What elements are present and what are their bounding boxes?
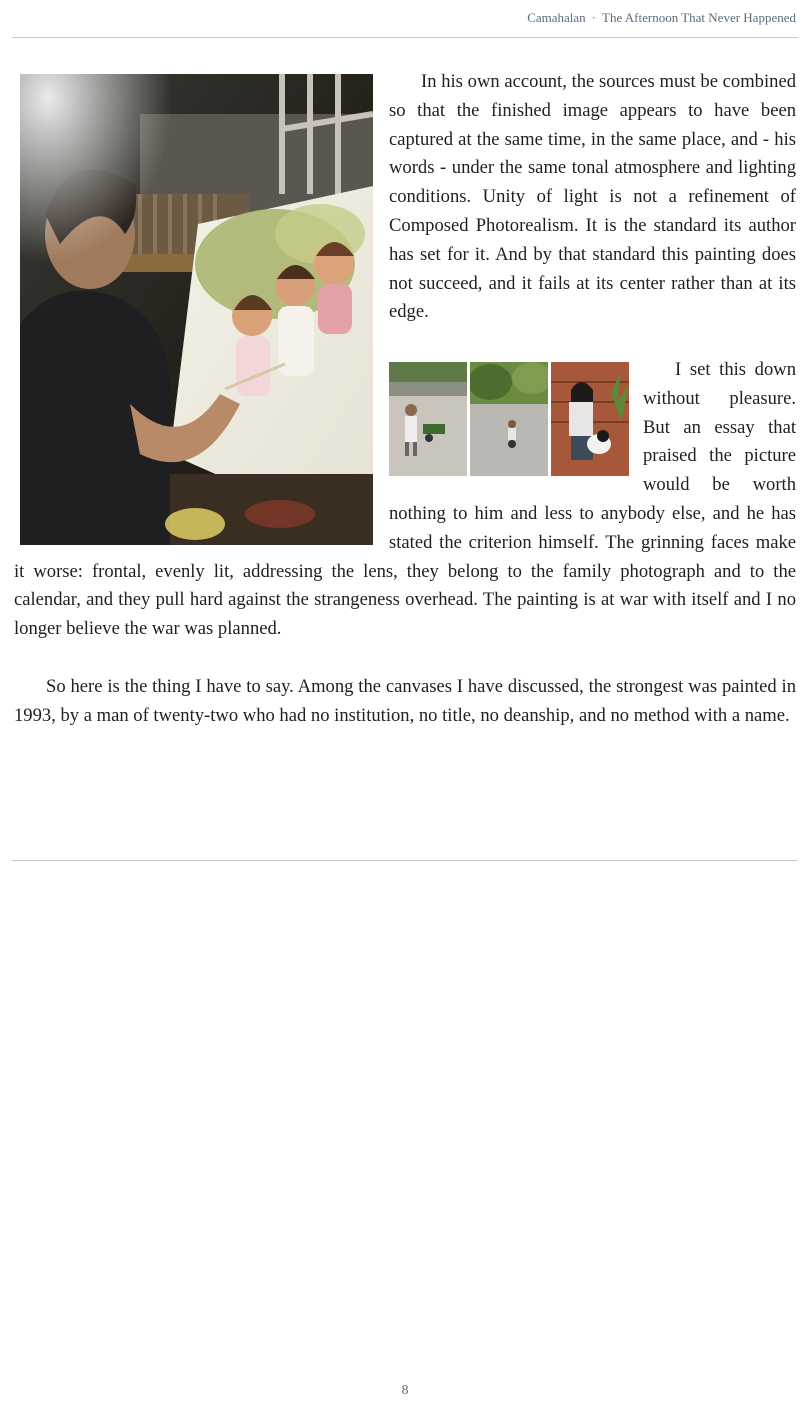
page-number: 8 <box>401 1383 409 1398</box>
paragraph-3: So here is the thing I have to say. Among the canvases I have discussed, the strongest was painted in 1993, by a man of twenty-two who had no institution, no title, no deanship, and no method with a name. <box>14 675 796 726</box>
paragraph-1: In his own account, the sources must be combined so that the finished image appears to have been captured at the same time, in the same place, and - his words - under the same tonal atmosphere and lighting conditions. Unity of light is not a refinement of Composed Photorealism. It is the standard its author has set for it. And by that standard this painting does not succeed, and it fails at its center rather than at its edge. <box>389 71 796 323</box>
running-header <box>12 0 798 38</box>
painter-at-easel-image <box>20 74 373 545</box>
child-on-driveway-image <box>470 362 548 476</box>
article-body <box>14 68 796 759</box>
header-separator: · <box>591 10 597 25</box>
footer-divider <box>12 860 798 861</box>
child-with-wheelbarrow-photo <box>389 362 467 476</box>
child-on-driveway-photo <box>470 362 548 476</box>
paragraph-2: I set this down without pleasure. But an essay that praised the picture would be worth nothing to him and less to anybody else, and he has stated the criterion himself. The grinning faces make it worse: frontal, evenly lit, addressing the lens, they belong to the family photograph and to the calendar, and they pull hard against the strangeness overhead. The painting is at war with itself and I no longer believe the war was planned. <box>14 358 796 640</box>
painter-at-easel-photo <box>20 74 373 545</box>
header-author: Camahalan <box>527 10 586 25</box>
child-with-wheelbarrow-image <box>389 362 467 476</box>
family-photos-strip <box>389 362 629 476</box>
woman-with-child-and-dog-photo <box>551 362 629 476</box>
header-title: The Afternoon That Never Happened <box>602 10 796 25</box>
woman-with-child-and-dog-image <box>551 362 629 476</box>
